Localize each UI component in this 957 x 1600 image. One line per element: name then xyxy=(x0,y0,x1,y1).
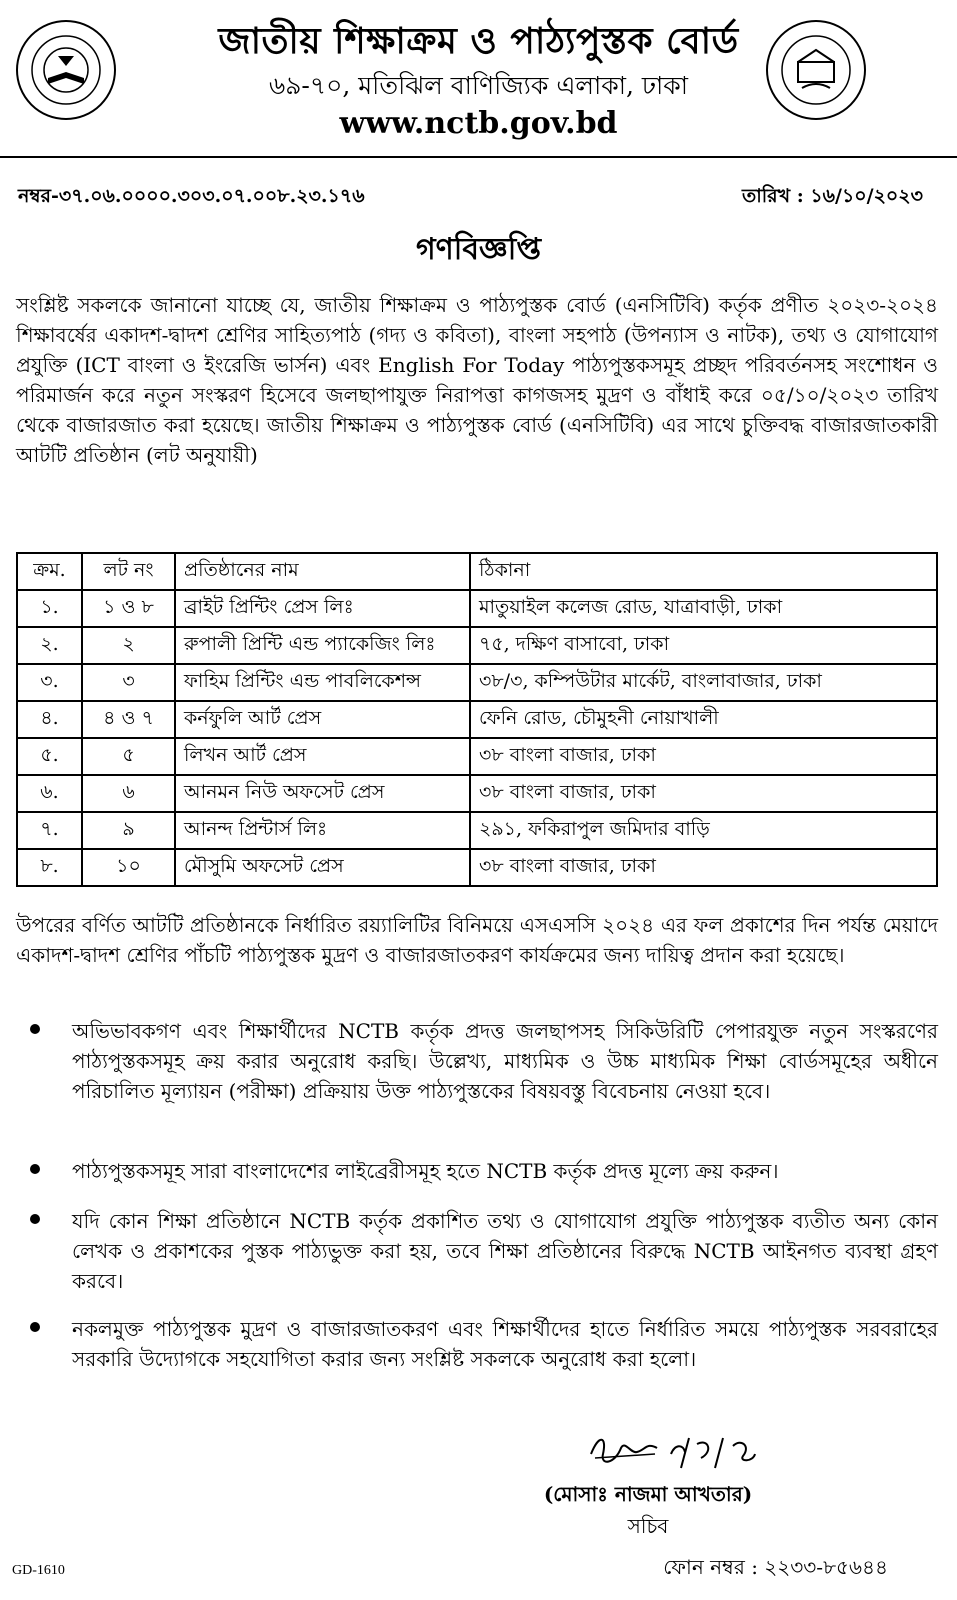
cell-address: ফেনি রোড, চৌমুহনী নোয়াখালী xyxy=(470,701,937,738)
cell-name: ফাহিম প্রিন্টিং এন্ড পাবলিকেশন্স xyxy=(175,664,470,701)
list-item xyxy=(16,1206,938,1296)
cell-lot: ১০ xyxy=(82,849,175,886)
cell-address: ৩৮ বাংলা বাজার, ঢাকা xyxy=(470,849,937,886)
cell-serial: ৭. xyxy=(17,812,82,849)
col-header-serial: ক্রম. xyxy=(17,553,82,590)
list-item-text: নকলমুক্ত পাঠ্যপুস্তক মুদ্রণ ও বাজারজাতকরণ এবং শিক্ষার্থীদের হাতে নির্ধারিত সময়ে পাঠ্যপুস্তক সরবরাহের সরকারি উদ্যোগকে সহযোগিতা করার জন্য সংশ্লিষ্ট সকলকে অনুরোধ করা হলো। xyxy=(72,1317,938,1371)
document-code: GD-1610 xyxy=(12,1563,65,1578)
memo-date: তারিখ : ১৬/১০/২০২৩ xyxy=(741,185,923,207)
notice-heading: গণবিজ্ঞপ্তি xyxy=(415,232,542,267)
cell-address: মাতুয়াইল কলেজ রোড, যাত্রাবাড়ী, ঢাকা xyxy=(470,590,937,627)
cell-address: ৩৮ বাংলা বাজার, ঢাকা xyxy=(470,738,937,775)
cell-serial: ৩. xyxy=(17,664,82,701)
cell-address: ৭৫, দক্ষিণ বাসাবো, ঢাকা xyxy=(470,627,937,664)
cell-lot: ৩ xyxy=(82,664,175,701)
signer-name: (মোসাঃ নাজমা আখতার) xyxy=(543,1482,753,1506)
cell-lot: ৪ ও ৭ xyxy=(82,701,175,738)
cell-name: লিখন আর্ট প্রেস xyxy=(175,738,470,775)
cell-lot: ৬ xyxy=(82,775,175,812)
bullet-icon xyxy=(30,1322,40,1332)
table-row xyxy=(17,738,937,775)
publisher-table xyxy=(16,552,938,887)
table-row xyxy=(17,590,937,627)
cell-serial: ৫. xyxy=(17,738,82,775)
assignment-paragraph: উপরের বর্ণিত আটটি প্রতিষ্ঠানকে নির্ধারিত রয়্যালিটির বিনিময়ে এসএসসি ২০২৪ এর ফল প্রকাশের দিন পর্যন্ত মেয়াদে একাদশ-দ্বাদশ শ্রেণির পাঁচটি পাঠ্যপুস্তক মুদ্রণ ও বাজারজাতকরণ কার্যক্রমের জন্য দায়িত্ব প্রদান করা হয়েছে। xyxy=(16,913,938,967)
table-row xyxy=(17,627,937,664)
list-item xyxy=(16,1156,938,1186)
cell-serial: ৬. xyxy=(17,775,82,812)
cell-lot: ৯ xyxy=(82,812,175,849)
table-row xyxy=(17,812,937,849)
cell-lot: ২ xyxy=(82,627,175,664)
col-header-lot: লট নং xyxy=(82,553,175,590)
board-address: ৬৯-৭০, মতিঝিল বাণিজ্যিক এলাকা, ঢাকা xyxy=(268,71,689,100)
cell-name: রুপালী প্রিন্টি এন্ড প্যাকেজিং লিঃ xyxy=(175,627,470,664)
cell-lot: ১ ও ৮ xyxy=(82,590,175,627)
table-row xyxy=(17,701,937,738)
signature xyxy=(585,1424,820,1474)
table-row xyxy=(17,849,937,886)
board-website: www.nctb.gov.bd xyxy=(339,106,618,141)
intro-paragraph: সংশ্লিষ্ট সকলকে জানানো যাচ্ছে যে, জাতীয় শিক্ষাক্রম ও পাঠ্যপুস্তক বোর্ড (এনসিটিবি) কর্তৃক প্রণীত ২০২৩-২০২৪ শিক্ষাবর্ষের একাদশ-দ্বাদশ শ্রেণির সাহিত্যপাঠ (গদ্য ও কবিতা), বাংলা সহপাঠ (উপন্যাস ও নাটক), তথ্য ও যোগাযোগ প্রযুক্তি (ICT বাংলা ও ইংরেজি ভার্সন) এবং English For Today পাঠ্যপুস্তকসমূহ প্রচ্ছদ পরিবর্তনসহ সংশোধন ও পরিমার্জন করে নতুন সংস্করণ হিসেবে জলছাপাযুক্ত নিরাপত্তা কাগজসহ মুদ্রণ ও বাঁধাই করে ০৫/১০/২০২৩ তারিখ থেকে বাজারজাত করা হয়েছে। জাতীয় শিক্ষাক্রম ও পাঠ্যপুস্তক বোর্ড (এনসিটিবি) এর সাথে চুক্তিবদ্ধ বাজারজাতকারী আটটি প্রতিষ্ঠান (লট অনুযায়ী) xyxy=(16,293,938,467)
table-row xyxy=(17,775,937,812)
cell-address: ৩৮ বাংলা বাজার, ঢাকা xyxy=(470,775,937,812)
cell-name: কর্নফুলি আর্ট প্রেস xyxy=(175,701,470,738)
list-item-text: যদি কোন শিক্ষা প্রতিষ্ঠানে NCTB কর্তৃক প্রকাশিত তথ্য ও যোগাযোগ প্রযুক্তি পাঠ্যপুস্তক ব্যতীত অন্য কোন লেখক ও প্রকাশকের পুস্তক পাঠ্যভুক্ত করা হয়, তবে শিক্ষা প্রতিষ্ঠানের বিরুদ্ধে NCTB আইনগত ব্যবস্থা গ্রহণ করবে। xyxy=(72,1209,938,1293)
table-row xyxy=(17,664,937,701)
bullet-icon xyxy=(30,1164,40,1174)
col-header-address: ঠিকানা xyxy=(470,553,937,590)
cell-name: আনন্দ প্রিন্টার্স লিঃ xyxy=(175,812,470,849)
header-divider xyxy=(0,156,957,158)
table-header-row xyxy=(17,553,937,590)
cell-lot: ৫ xyxy=(82,738,175,775)
cell-address: ২৯১, ফকিরাপুল জমিদার বাড়ি xyxy=(470,812,937,849)
memo-number: নম্বর-৩৭.০৬.০০০০.৩০৩.০৭.০০৮.২৩.১৭৬ xyxy=(18,185,365,207)
cell-serial: ২. xyxy=(17,627,82,664)
cell-serial: ১. xyxy=(17,590,82,627)
cell-name: আনমন নিউ অফসেট প্রেস xyxy=(175,775,470,812)
list-item-text: পাঠ্যপুস্তকসমূহ সারা বাংলাদেশের লাইব্রেরীসমূহ হতে NCTB কর্তৃক প্রদত্ত মূল্যে ক্রয় করুন। xyxy=(72,1159,779,1183)
cell-address: ৩৮/৩, কম্পিউটার মার্কেট, বাংলাবাজার, ঢাকা xyxy=(470,664,937,701)
cell-name: মৌসুমি অফসেট প্রেস xyxy=(175,849,470,886)
signer-title: সচিব xyxy=(627,1514,669,1538)
list-item xyxy=(16,1314,938,1374)
bullet-icon xyxy=(30,1024,40,1034)
cell-serial: ৮. xyxy=(17,849,82,886)
list-item-text: অভিভাবকগণ এবং শিক্ষার্থীদের NCTB কর্তৃক প্রদত্ত জলছাপসহ সিকিউরিটি পেপারযুক্ত নতুন সংস্করণের পাঠ্যপুস্তকসমূহ ক্রয় করার অনুরোধ করছি। উল্লেখ্য, মাধ্যমিক ও উচ্চ মাধ্যমিক শিক্ষা বোর্ডসমূহের অধীনে পরিচালিত মূল্যায়ন (পরীক্ষা) প্রক্রিয়ায় উক্ত পাঠ্যপুস্তকের বিষয়বস্তু বিবেচনায় নেওয়া হবে। xyxy=(72,1019,938,1103)
list-item xyxy=(16,1016,938,1106)
col-header-name: প্রতিষ্ঠানের নাম xyxy=(175,553,470,590)
cell-name: ব্রাইট প্রিন্টিং প্রেস লিঃ xyxy=(175,590,470,627)
bullet-icon xyxy=(30,1214,40,1224)
board-title: জাতীয় শিক্ষাক্রম ও পাঠ্যপুস্তক বোর্ড xyxy=(218,20,739,62)
cell-serial: ৪. xyxy=(17,701,82,738)
phone-number: ফোন নম্বর : ২২৩৩-৮৫৬৪৪ xyxy=(663,1555,888,1579)
